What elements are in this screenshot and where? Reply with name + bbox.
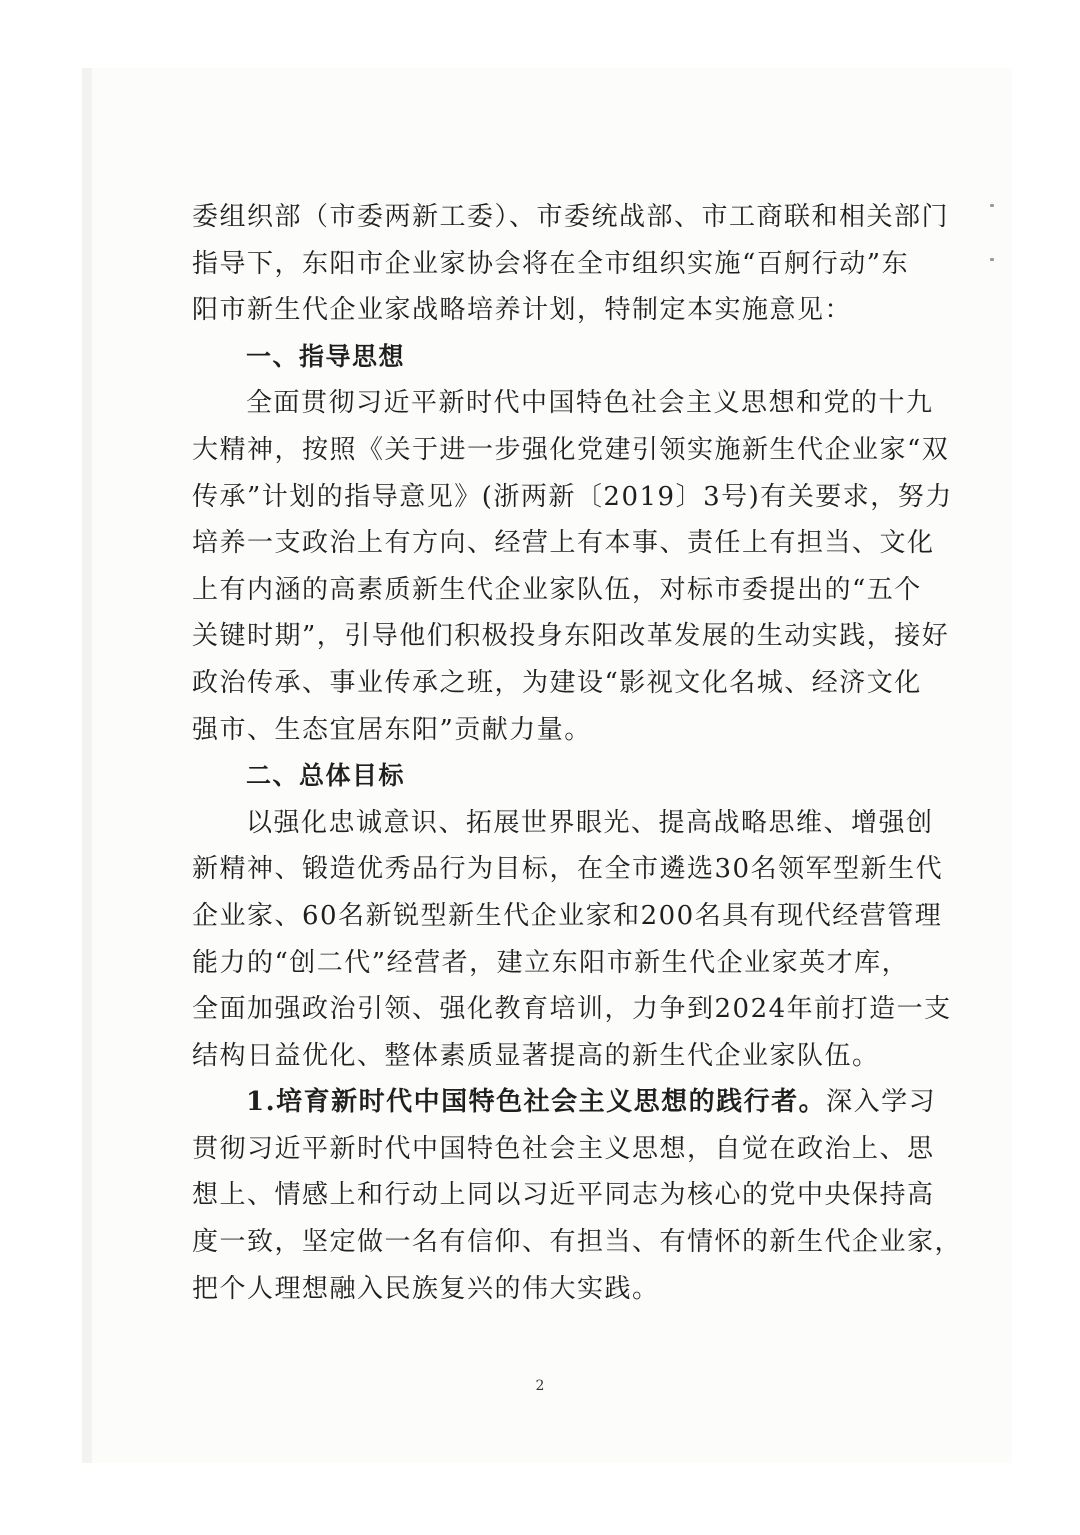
page-number: 2 [535, 1378, 545, 1394]
paragraph-line: 关键时期”，引导他们积极投身东阳改革发展的生动实践，接好 [192, 621, 950, 652]
paragraph-line: 结构日益优化、整体素质显著提高的新生代企业家队伍。 [192, 1040, 880, 1071]
section-heading-overall-goal: 二、总体目标 [246, 761, 406, 791]
paragraph-line: 委组织部（市委两新工委）、市委统战部、市工商联和相关部门 [192, 202, 950, 232]
paragraph-line: 大精神，按照《关于进一步强化党建引领实施新生代企业家“双 [192, 434, 950, 465]
item-1-line [192, 1079, 937, 1126]
paragraph-line: 指导下，东阳市企业家协会将在全市组织实施“百舸行动”东 [192, 248, 910, 279]
item-1-title: 1.培育新时代中国特色社会主义思想的践行者。 [246, 1087, 827, 1118]
paragraph-line: 贯彻习近平新时代中国特色社会主义思想，自觉在政治上、思 [192, 1133, 935, 1164]
paragraph-line: 新精神、锻造优秀品行为目标，在全市遴选30名领军型新生代 [192, 854, 944, 885]
scan-speck [990, 258, 994, 261]
scan-edge [82, 68, 92, 1463]
paragraph-line: 传承”计划的指导意见》(浙两新〔2019〕3号)有关要求，努力 [192, 481, 953, 512]
paragraph-line: 强市、生态宜居东阳”贡献力量。 [192, 714, 592, 745]
paragraph-line: 以强化忠诚意识、拓展世界眼光、提高战略思维、增强创 [246, 807, 934, 838]
section-heading-guiding-thought: 一、指导思想 [246, 341, 406, 371]
scan-speck [990, 204, 994, 207]
item-1-text: 深入学习 [826, 1087, 937, 1118]
paragraph-line: 把个人理想融入民族复兴的伟大实践。 [192, 1273, 660, 1304]
paragraph-line: 阳市新生代企业家战略培养计划，特制定本实施意见： [192, 295, 853, 326]
document-body [192, 194, 963, 1312]
paragraph-line: 全面加强政治引领、强化教育培训，力争到2024年前打造一支 [192, 994, 952, 1025]
paragraph-line: 能力的“创二代”经营者，建立东阳市新生代企业家英才库， [192, 947, 910, 978]
paragraph-line: 企业家、60名新锐型新生代企业家和200名具有现代经营管理 [192, 900, 943, 931]
paragraph-line: 培养一支政治上有方向、经营上有本事、责任上有担当、文化 [192, 528, 935, 559]
paragraph-line: 度一致，坚定做一名有信仰、有担当、有情怀的新生代企业家， [192, 1227, 963, 1258]
paragraph-line: 全面贯彻习近平新时代中国特色社会主义思想和党的十九 [246, 388, 934, 419]
paragraph-line: 上有内涵的高素质新生代企业家队伍，对标市委提出的“五个 [192, 574, 922, 605]
paragraph-line: 政治传承、事业传承之班，为建设“影视文化名城、经济文化 [192, 667, 922, 698]
paragraph-line: 想上、情感上和行动上同以习近平同志为核心的党中央保持高 [192, 1180, 935, 1211]
